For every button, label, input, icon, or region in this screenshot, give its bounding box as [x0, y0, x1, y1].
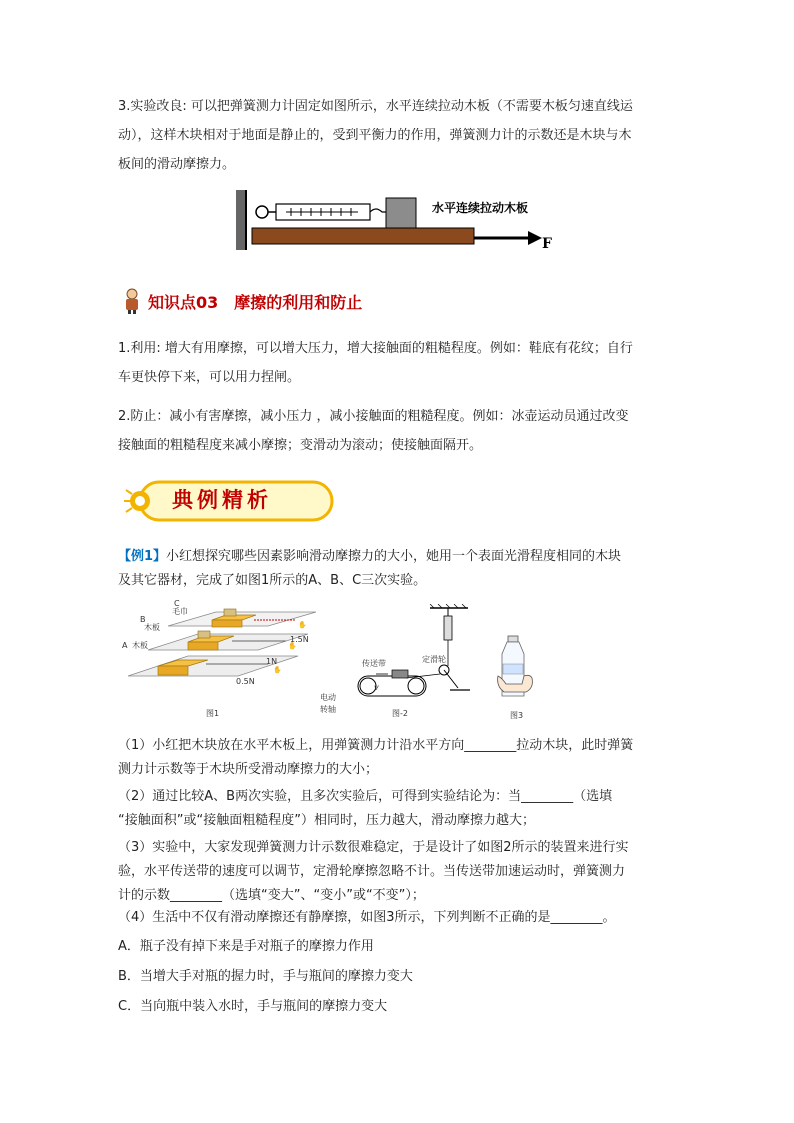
figure-3	[492, 634, 542, 722]
question-line: （4）生活中不仅有滑动摩擦还有静摩擦，如图3所示，下列判断不正确的是________。	[118, 910, 616, 925]
intro-paragraph	[118, 92, 678, 179]
label-b: B	[140, 615, 146, 624]
question-line: （3）实验中，大家发现弹簧测力计示数很难稳定，于是设计了如图2所示的装置来进行实	[118, 840, 629, 855]
answer-options	[118, 932, 678, 1022]
text-line: 车更快停下来，可以用力捏闸。	[118, 370, 301, 385]
label-c: C	[174, 599, 180, 608]
board-label: 水平连续拉动木板	[432, 201, 529, 215]
force-0-5n: 0.5N	[236, 677, 255, 686]
option-b: B．当增大手对瓶的握力时，手与瓶间的摩擦力变大	[118, 969, 413, 984]
spring-hook	[370, 209, 386, 212]
question-line: （2）通过比较A、B两次实验，且多次实验后，可得到实验结论为：当________（选填	[118, 789, 613, 804]
motor-label-2: 转轴	[320, 705, 336, 714]
banner-title: 典例精析	[172, 487, 272, 512]
prevent-friction-paragraph	[118, 402, 678, 460]
example-intro	[118, 545, 678, 593]
label-board-a: 木板	[132, 641, 148, 650]
pulley-label: 定滑轮	[422, 655, 446, 664]
section-banner	[120, 478, 335, 524]
example-line: 及其它器材，完成了如图1所示的A、B、C三次实验。	[118, 573, 427, 588]
knowledge-title	[122, 286, 362, 316]
roller-right	[408, 678, 424, 694]
belt-label: 传送带	[362, 659, 386, 668]
label-board-b: 木板	[144, 623, 160, 632]
svg-text:✋: ✋	[273, 666, 282, 674]
option-a: A．瓶子没有掉下来是手对瓶子的摩擦力作用	[118, 939, 374, 954]
intro-line: 3.实验改良: 可以把弹簧测力计固定如图所示，水平连续拉动木板（不需要木板匀速直线运	[118, 99, 633, 114]
text-line: 1.利用: 增大有用摩擦，可以增大压力，增大接触面的粗糙程度。例如：鞋底有花纹；自行	[118, 341, 633, 356]
experiment-c	[168, 609, 316, 629]
text-line: 2.防止：减小有害摩擦，减小压力 ，减小接触面的粗糙程度。例如：冰壶运动员通过改变	[118, 409, 629, 424]
motor-label-1: 电动	[320, 693, 336, 702]
force-1n: 1N	[266, 657, 278, 666]
option-c: C．当向瓶中装入水时，手与瓶间的摩擦力变大	[118, 999, 388, 1014]
example-tag: 【例1】	[118, 549, 167, 564]
question-line: 计的示数________（选填“变大”、“变小”或“不变”）；	[118, 888, 425, 903]
question-1	[118, 734, 678, 782]
force-label: F	[542, 236, 552, 252]
figure-1	[118, 598, 318, 720]
velocity-label: v	[374, 683, 379, 692]
pulley-support	[444, 670, 458, 688]
wood-board	[252, 228, 474, 244]
question-line: “接触面积”或“接触面粗糙程度”）相同时，压力越大，滑动摩擦力越大；	[118, 813, 535, 828]
figure-2-caption: 图-2	[392, 709, 408, 718]
example-text: 小红想探究哪些因素影响滑动摩擦力的大小，她用一个表面光滑程度相同的木块	[166, 549, 622, 564]
question-3	[118, 836, 678, 908]
intro-line: 板间的滑动摩擦力。	[118, 157, 236, 172]
hook-ring	[256, 206, 268, 218]
bottle-cap	[508, 636, 518, 642]
force-1-5n: 1.5N	[290, 635, 309, 644]
question-line: （1）小红把木块放在水平木板上，用弹簧测力计沿水平方向________拉动木块，此时弹簧	[118, 738, 634, 753]
label-a: A	[122, 641, 128, 650]
spring-scale-diagram	[236, 186, 566, 256]
question-2	[118, 785, 678, 833]
example-line	[118, 545, 678, 569]
pull-arrow-head	[528, 231, 542, 245]
figure-3-caption: 图3	[510, 711, 524, 720]
text-line: 接触面的粗糙程度来减小摩擦；变滑动为滚动；使接触面隔开。	[118, 438, 483, 453]
svg-text:✋: ✋	[298, 621, 307, 629]
bottle-label	[503, 664, 523, 674]
experiment-b	[148, 631, 308, 650]
knowledge-title-text: 知识点03 摩擦的利用和防止	[148, 292, 363, 312]
intro-line: 动），这样木块相对于地面是静止的，受到平衡力的作用，弹簧测力计的示数还是木块与木	[118, 128, 632, 143]
hanging-spring-scale	[444, 616, 452, 640]
block-on-belt	[392, 670, 408, 678]
label-towel: 毛巾	[172, 607, 188, 616]
figure-2	[318, 604, 478, 720]
question-line: 测力计示数等于木块所受滑动摩擦力的大小；	[118, 762, 379, 777]
question-line: 验，水平传送带的速度可以调节，定滑轮摩擦忽略不计。当传送带加速运动时，弹簧测力	[118, 864, 626, 879]
teacher-icon	[122, 288, 142, 314]
question-4	[118, 906, 678, 930]
svg-text:✋: ✋	[288, 642, 297, 650]
figure-1-caption: 图1	[206, 709, 220, 718]
use-friction-paragraph	[118, 334, 678, 392]
wood-block	[386, 198, 416, 228]
wall	[236, 190, 246, 250]
